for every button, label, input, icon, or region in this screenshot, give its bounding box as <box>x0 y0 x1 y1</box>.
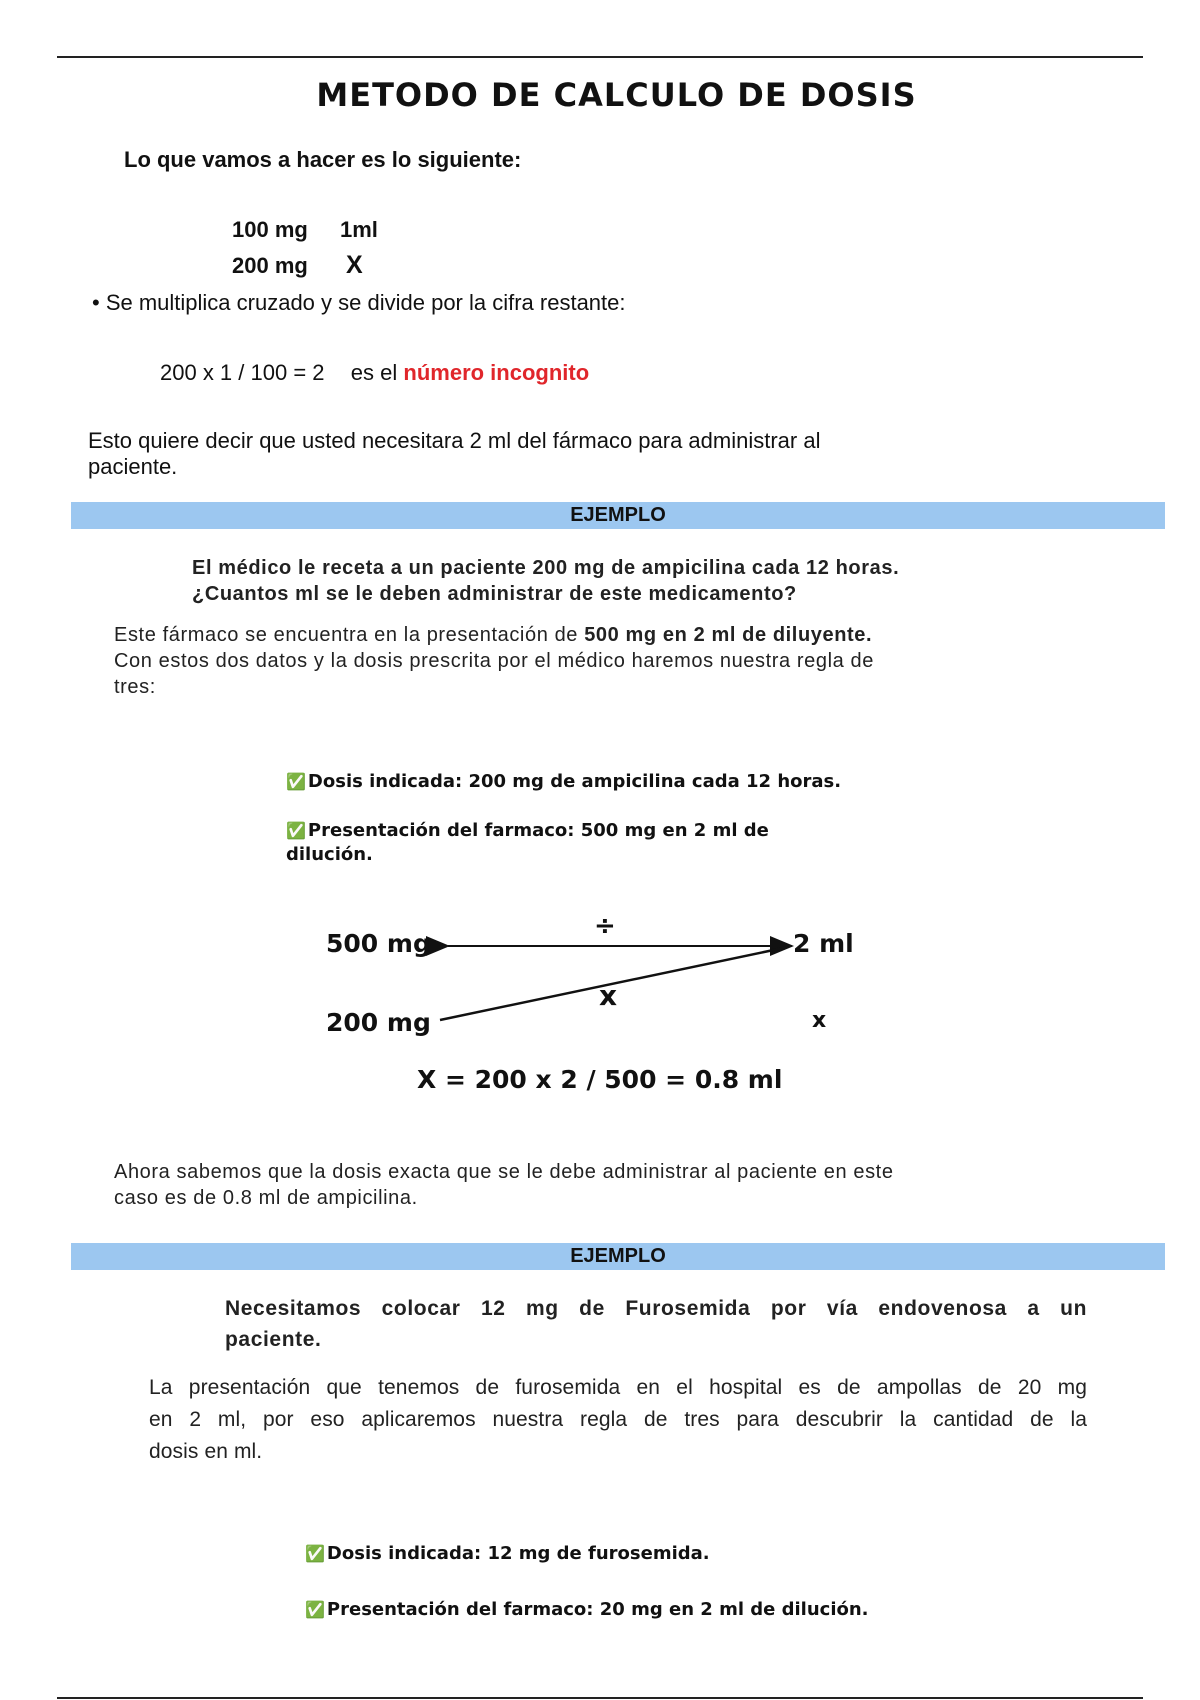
example2-check1 <box>305 1543 710 1564</box>
example1-conclusion <box>114 1159 894 1211</box>
example2-question-line1: Necesitamos colocar 12 mg de Furosemida por vía endovenosa a un <box>225 1297 1087 1320</box>
rule-row1-mg: 100 mg <box>232 217 308 242</box>
check-icon: ✅ <box>286 772 306 791</box>
top-rule <box>57 56 1143 58</box>
example2-check2-text: Presentación del farmaco: 20 mg en 2 ml de dilución. <box>326 1599 869 1620</box>
example2-check2 <box>305 1599 869 1620</box>
bottom-rule <box>57 1697 1143 1699</box>
example1-question <box>192 555 899 607</box>
check-icon: ✅ <box>305 1544 325 1563</box>
rule-row2-mg: 200 mg <box>232 253 308 278</box>
example1-presentation-line1: Este fármaco se encuentra en la presentación de 500 mg en 2 ml de diluyente. <box>114 624 873 646</box>
diagram-bottom-left: 200 mg <box>326 1008 431 1037</box>
cross-multiply-bullet: • Se multiplica cruzado y se divide por la cifra restante: <box>92 290 626 315</box>
formula-line <box>160 360 589 386</box>
example1-conclusion-line1: Ahora sabemos que la dosis exacta que se le debe administrar al paciente en este <box>114 1161 894 1183</box>
formula: 200 x 1 / 100 = 2 <box>160 360 325 385</box>
intro-conclusion-line2: paciente. <box>88 454 178 479</box>
example2-check1-text: Dosis indicada: 12 mg de furosemida. <box>326 1543 710 1564</box>
example1-presentation <box>114 622 874 700</box>
example2-presentation-line3: dosis en ml. <box>149 1440 263 1463</box>
example2-band: EJEMPLO <box>71 1243 1165 1270</box>
check-icon: ✅ <box>305 1600 325 1619</box>
diagram-top-left: 500 mg <box>326 929 431 958</box>
intro-conclusion-line1: Esto quiere decir que usted necesitara 2 ml del fármaco para administrar al <box>88 428 821 453</box>
page-title: METODO DE CALCULO DE DOSIS <box>316 76 917 114</box>
rule-row1-ml: 1ml <box>340 217 378 242</box>
example2-presentation-line1: La presentación que tenemos de furosemida en el hospital es de ampollas de 20 mg <box>149 1376 1087 1399</box>
example1-check1 <box>286 771 841 792</box>
example2-question-line2: paciente. <box>225 1328 322 1351</box>
divide-icon: ÷ <box>594 911 616 941</box>
example2-presentation-line2: en 2 ml, por eso aplicaremos nuestra regla de tres para descubrir la cantidad de la <box>149 1408 1087 1431</box>
diagram-bottom-right: x <box>812 1008 827 1033</box>
example1-band: EJEMPLO <box>71 502 1165 529</box>
formula-tail: es el <box>350 360 398 385</box>
check-icon: ✅ <box>286 821 306 840</box>
diagram-top-right: 2 ml <box>793 929 854 958</box>
example1-presentation-line3: tres: <box>114 676 156 698</box>
intro-conclusion <box>88 428 820 480</box>
multiply-icon: x <box>599 979 618 1012</box>
example2-presentation <box>149 1372 1087 1468</box>
unknown-number-highlight: número incognito <box>403 360 590 385</box>
example1-check2-text-line1: Presentación del farmaco: 500 mg en 2 ml de <box>307 820 769 841</box>
example1-check2-text-line2: dilución. <box>286 844 373 865</box>
example1-presentation-bold: 500 mg en 2 ml de diluyente. <box>584 624 873 646</box>
example1-question-line2: ¿Cuantos ml se le deben administrar de este medicamento? <box>192 583 797 605</box>
example2-question <box>225 1293 1087 1355</box>
example1-conclusion-line2: caso es de 0.8 ml de ampicilina. <box>114 1187 418 1209</box>
example1-question-line1: El médico le receta a un paciente 200 mg de ampicilina cada 12 horas. <box>192 557 900 579</box>
diagram-result: X = 200 x 2 / 500 = 0.8 ml <box>417 1065 783 1094</box>
intro-lead: Lo que vamos a hacer es lo siguiente: <box>124 147 522 172</box>
example1-presentation-line2: Con estos dos datos y la dosis prescrita por el médico haremos nuestra regla de <box>114 650 874 672</box>
example1-check1-text: Dosis indicada: 200 mg de ampicilina cada 12 horas. <box>307 771 842 792</box>
rule-row2-x: X <box>346 251 363 279</box>
example1-check2 <box>286 819 769 867</box>
